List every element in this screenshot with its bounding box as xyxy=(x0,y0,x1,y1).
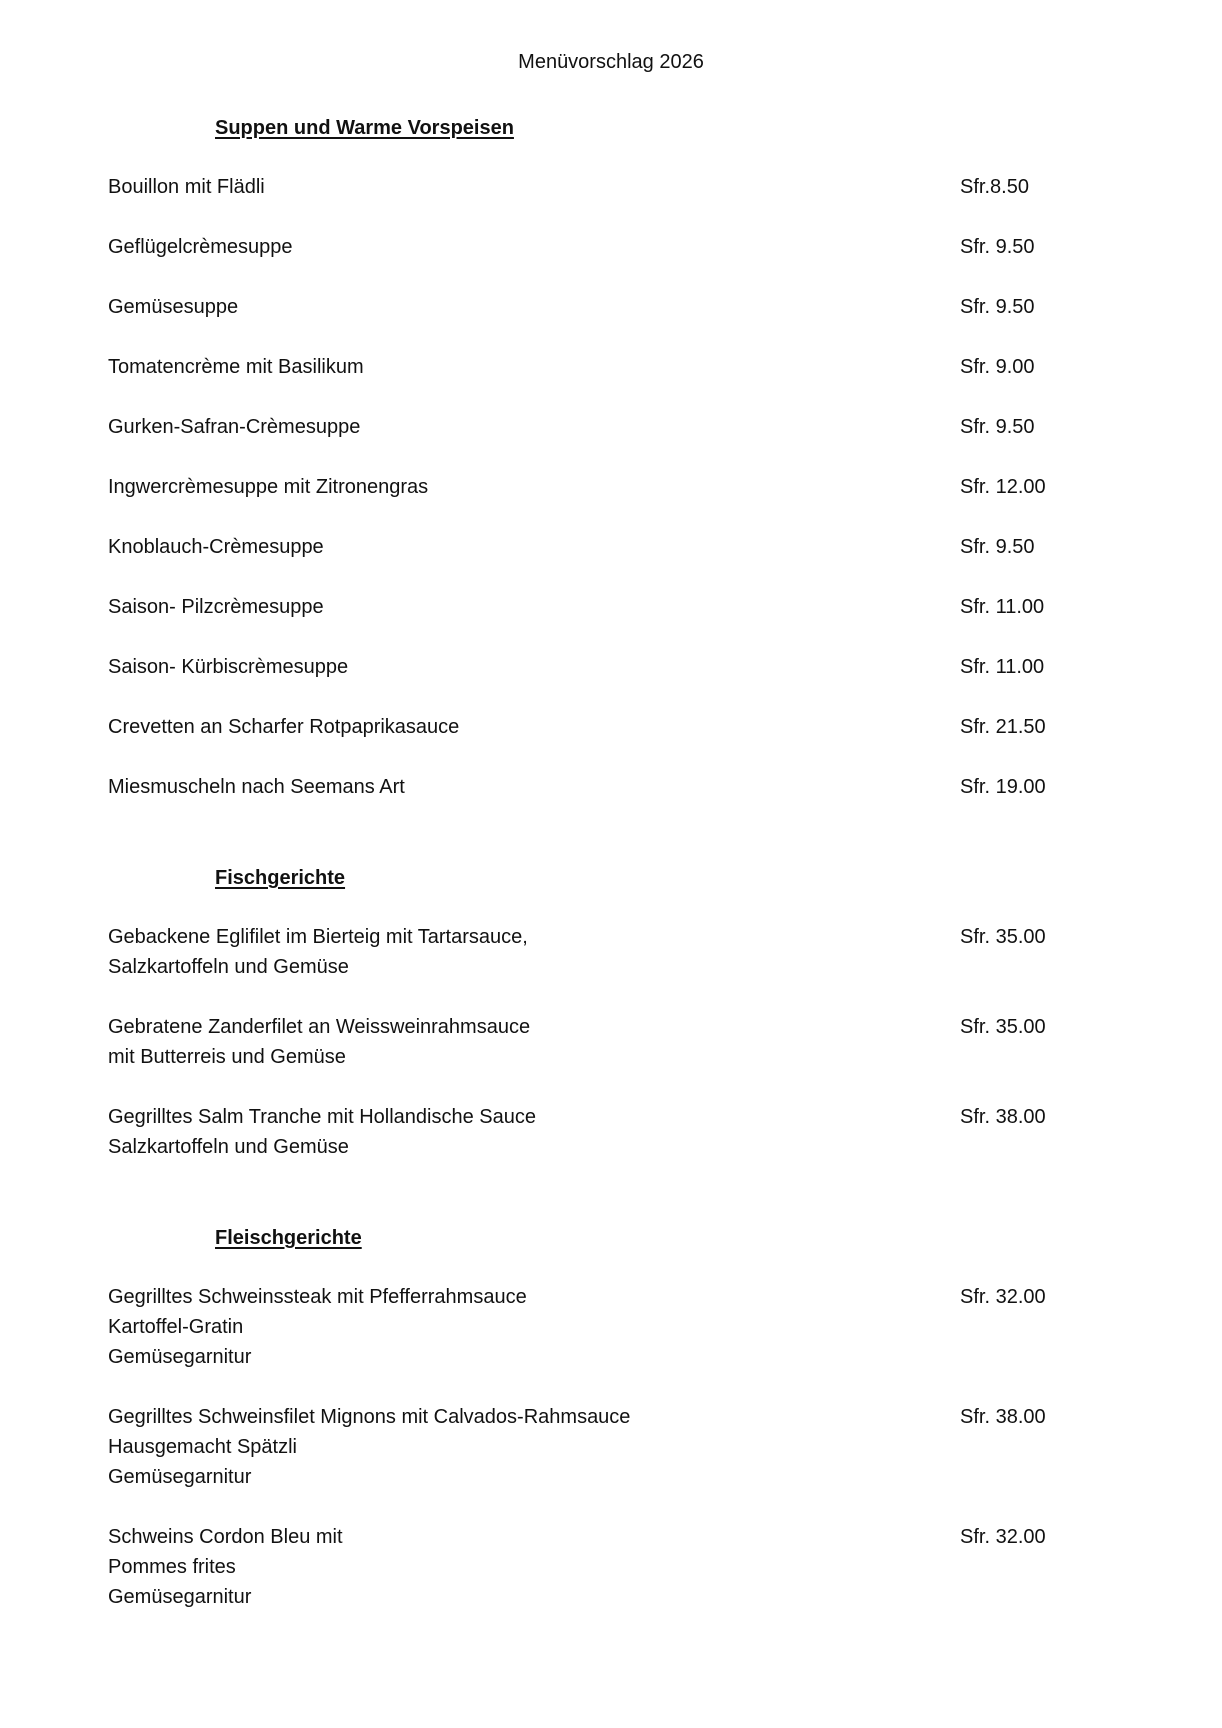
menu-item-description xyxy=(108,412,1108,442)
menu-item-line: Pommes frites xyxy=(108,1556,236,1578)
menu-item xyxy=(108,472,1108,502)
menu-item xyxy=(108,172,1108,202)
menu-item-price: Sfr. 32.00 xyxy=(960,1526,1046,1548)
menu-item xyxy=(108,352,1108,382)
menu-item xyxy=(108,652,1108,682)
menu-item-price: Sfr. 9.00 xyxy=(960,356,1035,378)
menu-item-line: Gebratene Zanderfilet an Weissweinrahmsauce xyxy=(108,1016,531,1038)
menu-item-price: Sfr. 12.00 xyxy=(960,476,1046,498)
menu-item-line: mit Butterreis und Gemüse xyxy=(108,1046,346,1068)
menu-item-description xyxy=(108,1012,1108,1072)
menu-item xyxy=(108,412,1108,442)
section-heading-fleischgerichte: Fleischgerichte xyxy=(215,1227,362,1249)
menu-item-price: Sfr. 35.00 xyxy=(960,1016,1046,1038)
menu-item-description xyxy=(108,1282,1108,1372)
menu-item xyxy=(108,232,1108,262)
menu-item-line: Bouillon mit Flädli xyxy=(108,176,265,198)
menu-item-description xyxy=(108,352,1108,382)
menu-item-description xyxy=(108,532,1108,562)
menu-item-description xyxy=(108,232,1108,262)
menu-item-line: Gemüsesuppe xyxy=(108,296,239,318)
menu-item-description xyxy=(108,472,1108,502)
menu-item xyxy=(108,922,1108,982)
menu-item-line: Geflügelcrèmesuppe xyxy=(108,236,293,258)
menu-item-price: Sfr. 9.50 xyxy=(960,236,1035,258)
menu-item-line: Saison- Kürbiscrèmesuppe xyxy=(108,656,349,678)
menu-item-price: Sfr. 9.50 xyxy=(960,536,1035,558)
menu-item xyxy=(108,532,1108,562)
menu-item-description xyxy=(108,1102,1108,1162)
menu-item-line: Gegrilltes Schweinssteak mit Pfefferrahmsauce xyxy=(108,1286,527,1308)
section-heading-fischgerichte: Fischgerichte xyxy=(215,867,346,889)
menu-item-description xyxy=(108,592,1108,622)
menu-item-price: Sfr. 21.50 xyxy=(960,716,1046,738)
menu-item xyxy=(108,1012,1108,1072)
menu-item-description xyxy=(108,772,1108,802)
menu-item-description xyxy=(108,922,1108,982)
menu-item-price: Sfr. 9.50 xyxy=(960,416,1035,438)
menu-item xyxy=(108,772,1108,802)
menu-item-line: Ingwercrèmesuppe mit Zitronengras xyxy=(108,476,429,498)
menu-item-line: Knoblauch-Crèmesuppe xyxy=(108,536,324,558)
menu-item xyxy=(108,592,1108,622)
section-heading-suppen: Suppen und Warme Vorspeisen xyxy=(215,117,514,139)
menu-item xyxy=(108,712,1108,742)
menu-item-line: Tomatencrème mit Basilikum xyxy=(108,356,364,378)
menu-item xyxy=(108,1282,1108,1372)
menu-item-line: Salzkartoffeln und Gemüse xyxy=(108,1136,349,1158)
menu-item-line: Schweins Cordon Bleu mit xyxy=(108,1526,343,1548)
menu-item-line: Hausgemacht Spätzli xyxy=(108,1436,297,1458)
menu-item-description xyxy=(108,712,1108,742)
menu-item-line: Miesmuscheln nach Seemans Art xyxy=(108,776,405,798)
menu-item-description xyxy=(108,652,1108,682)
menu-item xyxy=(108,1522,1108,1612)
menu-item-description xyxy=(108,1522,1108,1612)
menu-item-price: Sfr. 11.00 xyxy=(960,596,1045,618)
menu-item xyxy=(108,1402,1108,1492)
menu-item-line: Crevetten an Scharfer Rotpaprikasauce xyxy=(108,716,460,738)
menu-item-line: Gemüsegarnitur xyxy=(108,1466,252,1488)
menu-item-price: Sfr. 9.50 xyxy=(960,296,1035,318)
menu-item-price: Sfr.8.50 xyxy=(960,176,1029,198)
menu-item-description xyxy=(108,1402,1108,1492)
menu-item-price: Sfr. 38.00 xyxy=(960,1106,1046,1128)
menu-item-price: Sfr. 38.00 xyxy=(960,1406,1046,1428)
menu-item-line: Saison- Pilzcrèmesuppe xyxy=(108,596,324,618)
menu-item xyxy=(108,292,1108,322)
menu-item-line: Gemüsegarnitur xyxy=(108,1346,252,1368)
menu-item-price: Sfr. 32.00 xyxy=(960,1286,1046,1308)
menu-item-line: Gegrilltes Schweinsfilet Mignons mit Calvados-Rahmsauce xyxy=(108,1406,631,1428)
menu-item-line: Kartoffel-Gratin xyxy=(108,1316,244,1338)
menu-item xyxy=(108,1102,1108,1162)
menu-item-line: Gemüsegarnitur xyxy=(108,1586,252,1608)
document-title: Menüvorschlag 2026 xyxy=(518,51,704,73)
menu-item-line: Gegrilltes Salm Tranche mit Hollandische Sauce xyxy=(108,1106,536,1128)
menu-item-price: Sfr. 35.00 xyxy=(960,926,1046,948)
menu-item-line: Salzkartoffeln und Gemüse xyxy=(108,956,349,978)
menu-item-description xyxy=(108,292,1108,322)
menu-item-price: Sfr. 11.00 xyxy=(960,656,1045,678)
menu-item-price: Sfr. 19.00 xyxy=(960,776,1046,798)
menu-item-line: Gurken-Safran-Crèmesuppe xyxy=(108,416,361,438)
menu-item-line: Gebackene Eglifilet im Bierteig mit Tartarsauce, xyxy=(108,926,528,948)
menu-item-description xyxy=(108,172,1108,202)
